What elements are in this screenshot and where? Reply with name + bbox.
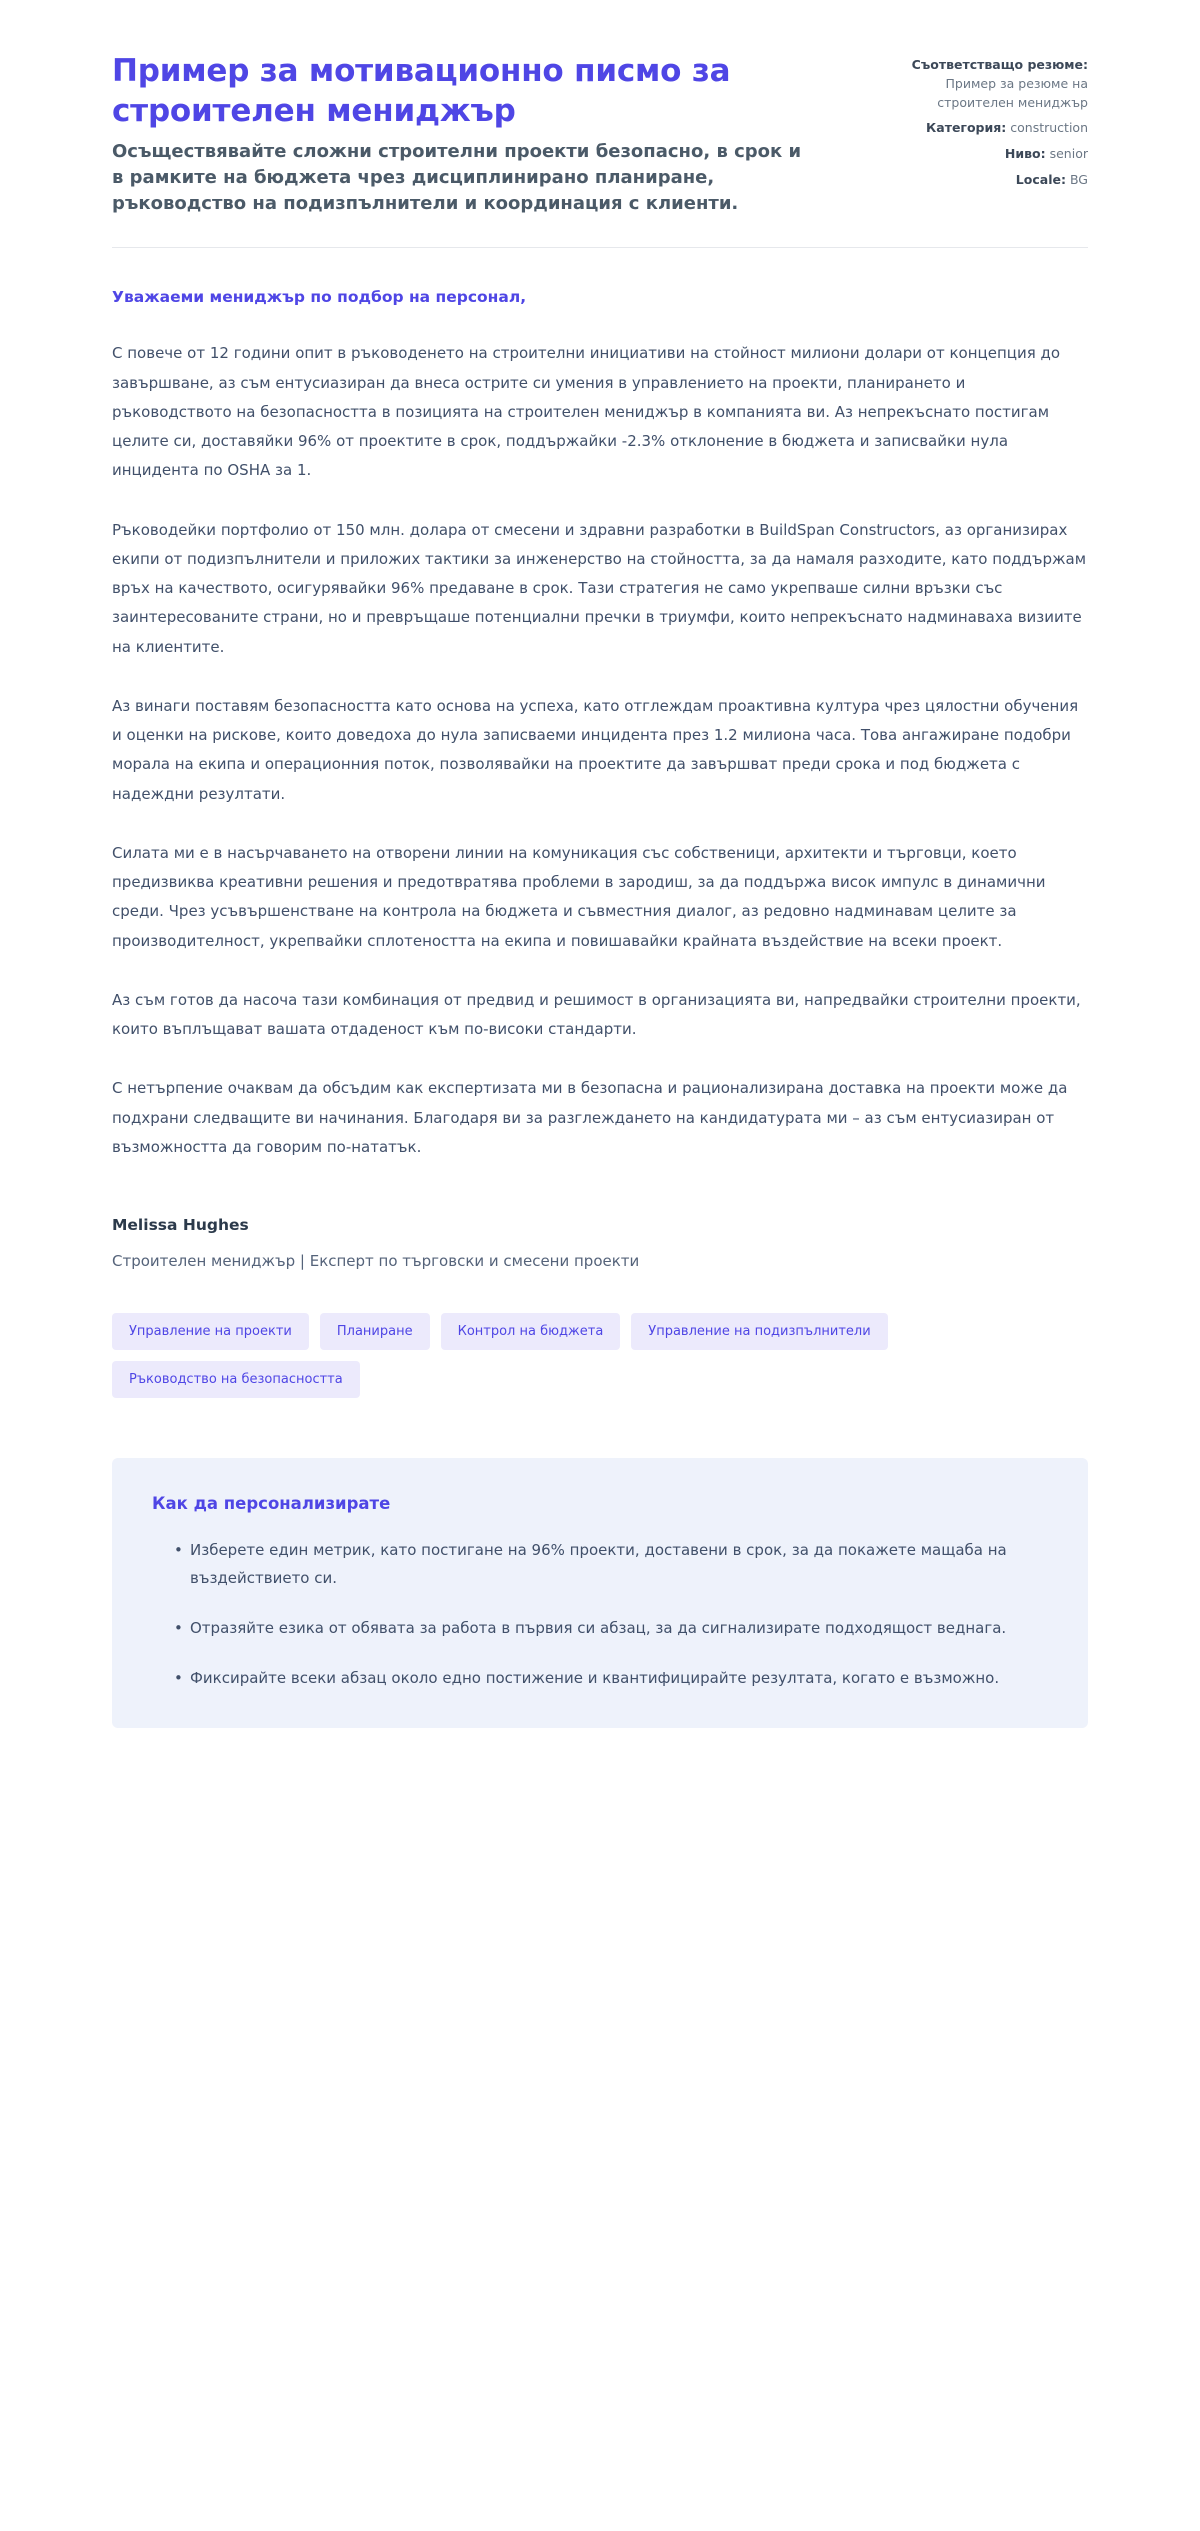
callout-title: Как да персонализирате: [152, 1494, 391, 1514]
meta-row-locale: [898, 171, 1088, 190]
page-subtitle: Осъществявайте сложни строителни проекти безопасно, в срок и в рамките на бюджета чрез дисциплинирано планиране, ръководство на подизпълнители и координация с клиенти.: [112, 141, 802, 215]
skill-tag[interactable]: Ръководство на безопасността: [112, 1361, 360, 1398]
meta-row-category: [898, 119, 1088, 138]
letter-paragraph: С повече от 12 години опит в ръководенето на строителни инициативи на стойност милиони долари от концепция до завършване, аз съм ентусиазиран да внеса острите си умения в управлението на проекти, планирането и ръководството на безопасността в позицията на строителен мениджър в компанията ви. Аз непрекъснато постигам целите си, доставяйки 96% от проектите в срок, поддържайки -2.3% отклонение в бюджета и записвайки нула инцидента по OSHA за 1.: [112, 344, 1061, 480]
page-title: Пример за мотивационно писмо за строителен мениджър: [112, 53, 731, 129]
header-title-block: [112, 52, 812, 217]
meta-label-category: Категория:: [926, 120, 1007, 136]
document-header: [0, 0, 1200, 217]
letter-paragraph: Аз винаги поставям безопасността като основа на успеха, като отглеждам проактивна култура чрез цялостни обучения и оценки на рискове, които доведоха до нула записваеми инцидента през 1.2 милиона часа. Това ангажиране подобри морала на екипа и операционния поток, позволявайки на проектите да завършват преди срока и под бюджета с надеждни резултати.: [112, 696, 1079, 803]
signature-block: [0, 1192, 1200, 1273]
meta-row-level: [898, 145, 1088, 164]
meta-value-related-resume: Пример за резюме на строителен мениджър: [937, 75, 1088, 110]
skill-tag[interactable]: Планиране: [320, 1313, 430, 1350]
skill-tag[interactable]: Управление на подизпълнители: [631, 1313, 887, 1350]
letter-paragraph: Силата ми е в насърчаването на отворени линии на комуникация със собственици, архитекти и търговци, което предизвиква креативни решения и предотвратява проблеми в зародиш, за да поддържа висок импулс в динамични среди. Чрез усъвършенстване на контрола на бюджета и съвместния диалог, аз редовно надминавам целите за производителност, укрепвайки сплотеността на екипа и повишавайки крайната въздействие на всеки проект.: [112, 843, 1046, 950]
signature-role: Строителен мениджър | Експерт по търговски и смесени проекти: [112, 1252, 640, 1271]
letter-paragraph: Аз съм готов да насоча тази комбинация от предвид и решимост в организацията ви, напредвайки строителни проекти, които въплъщават вашата отдаденост към по-високи стандарти.: [112, 990, 1081, 1039]
letter-paragraph: С нетърпение очаквам да обсъдим как експертизата ми в безопасна и рационализирана доставка на проекти може да подхрани следващите ви начинания. Благодаря ви за разглеждането на кандидатурата ми – аз съм ентусиазиран от възможността да говорим по-нататък.: [112, 1079, 1068, 1156]
customization-callout-wrapper: [0, 1398, 1200, 1798]
letter-paragraph: Ръководейки портфолио от 150 млн. долара от смесени и здравни разработки в BuildSpan Constructors, аз организирах екипи от подизпълнители и приложих тактики за инженерство на стойността, за да намаля разходите, като поддържам връх на качеството, осигурявайки 96% предаване в срок. Тази стратегия не само укрепваше силни връзки със заинтересованите страни, но и превръщаше потенциални пречки в триумфи, които непрекъснато надминаваха визиите на клиентите.: [112, 520, 1087, 656]
letter-body: [0, 248, 1200, 1162]
meta-label-related-resume: Съответстващо резюме:: [911, 57, 1088, 72]
signature-name: Melissa Hughes: [112, 1216, 249, 1235]
skill-tag-list: [0, 1273, 1200, 1398]
skill-tag[interactable]: Управление на проекти: [112, 1313, 309, 1350]
meta-value-locale: BG: [1069, 171, 1088, 187]
salutation: Уважаеми мениджър по подбор на персонал,: [112, 288, 527, 307]
meta-row-related-resume: [898, 56, 1088, 112]
callout-tip-item: • Изберете един метрик, като постигане на 96% проекти, доставени в срок, за да покажете мащаба на въздействието си.: [174, 1537, 1048, 1593]
callout-tip-item: • Отразяйте езика от обявата за работа в първия си абзац, за да сигнализирате подходящост веднага.: [174, 1615, 1048, 1643]
meta-value-level: senior: [1049, 146, 1088, 161]
skill-tag[interactable]: Контрол на бюджета: [441, 1313, 621, 1350]
callout-tip-list: [152, 1537, 1048, 1692]
customization-callout: [112, 1458, 1088, 1728]
meta-value-category: construction: [1010, 120, 1088, 136]
callout-tip-item: • Фиксирайте всеки абзац около едно постижение и квантифицирайте резултата, когато е възможно.: [174, 1665, 1048, 1693]
document-metadata: [898, 52, 1088, 190]
meta-label-locale: Locale:: [1015, 171, 1066, 187]
meta-label-level: Ниво:: [1004, 146, 1046, 161]
